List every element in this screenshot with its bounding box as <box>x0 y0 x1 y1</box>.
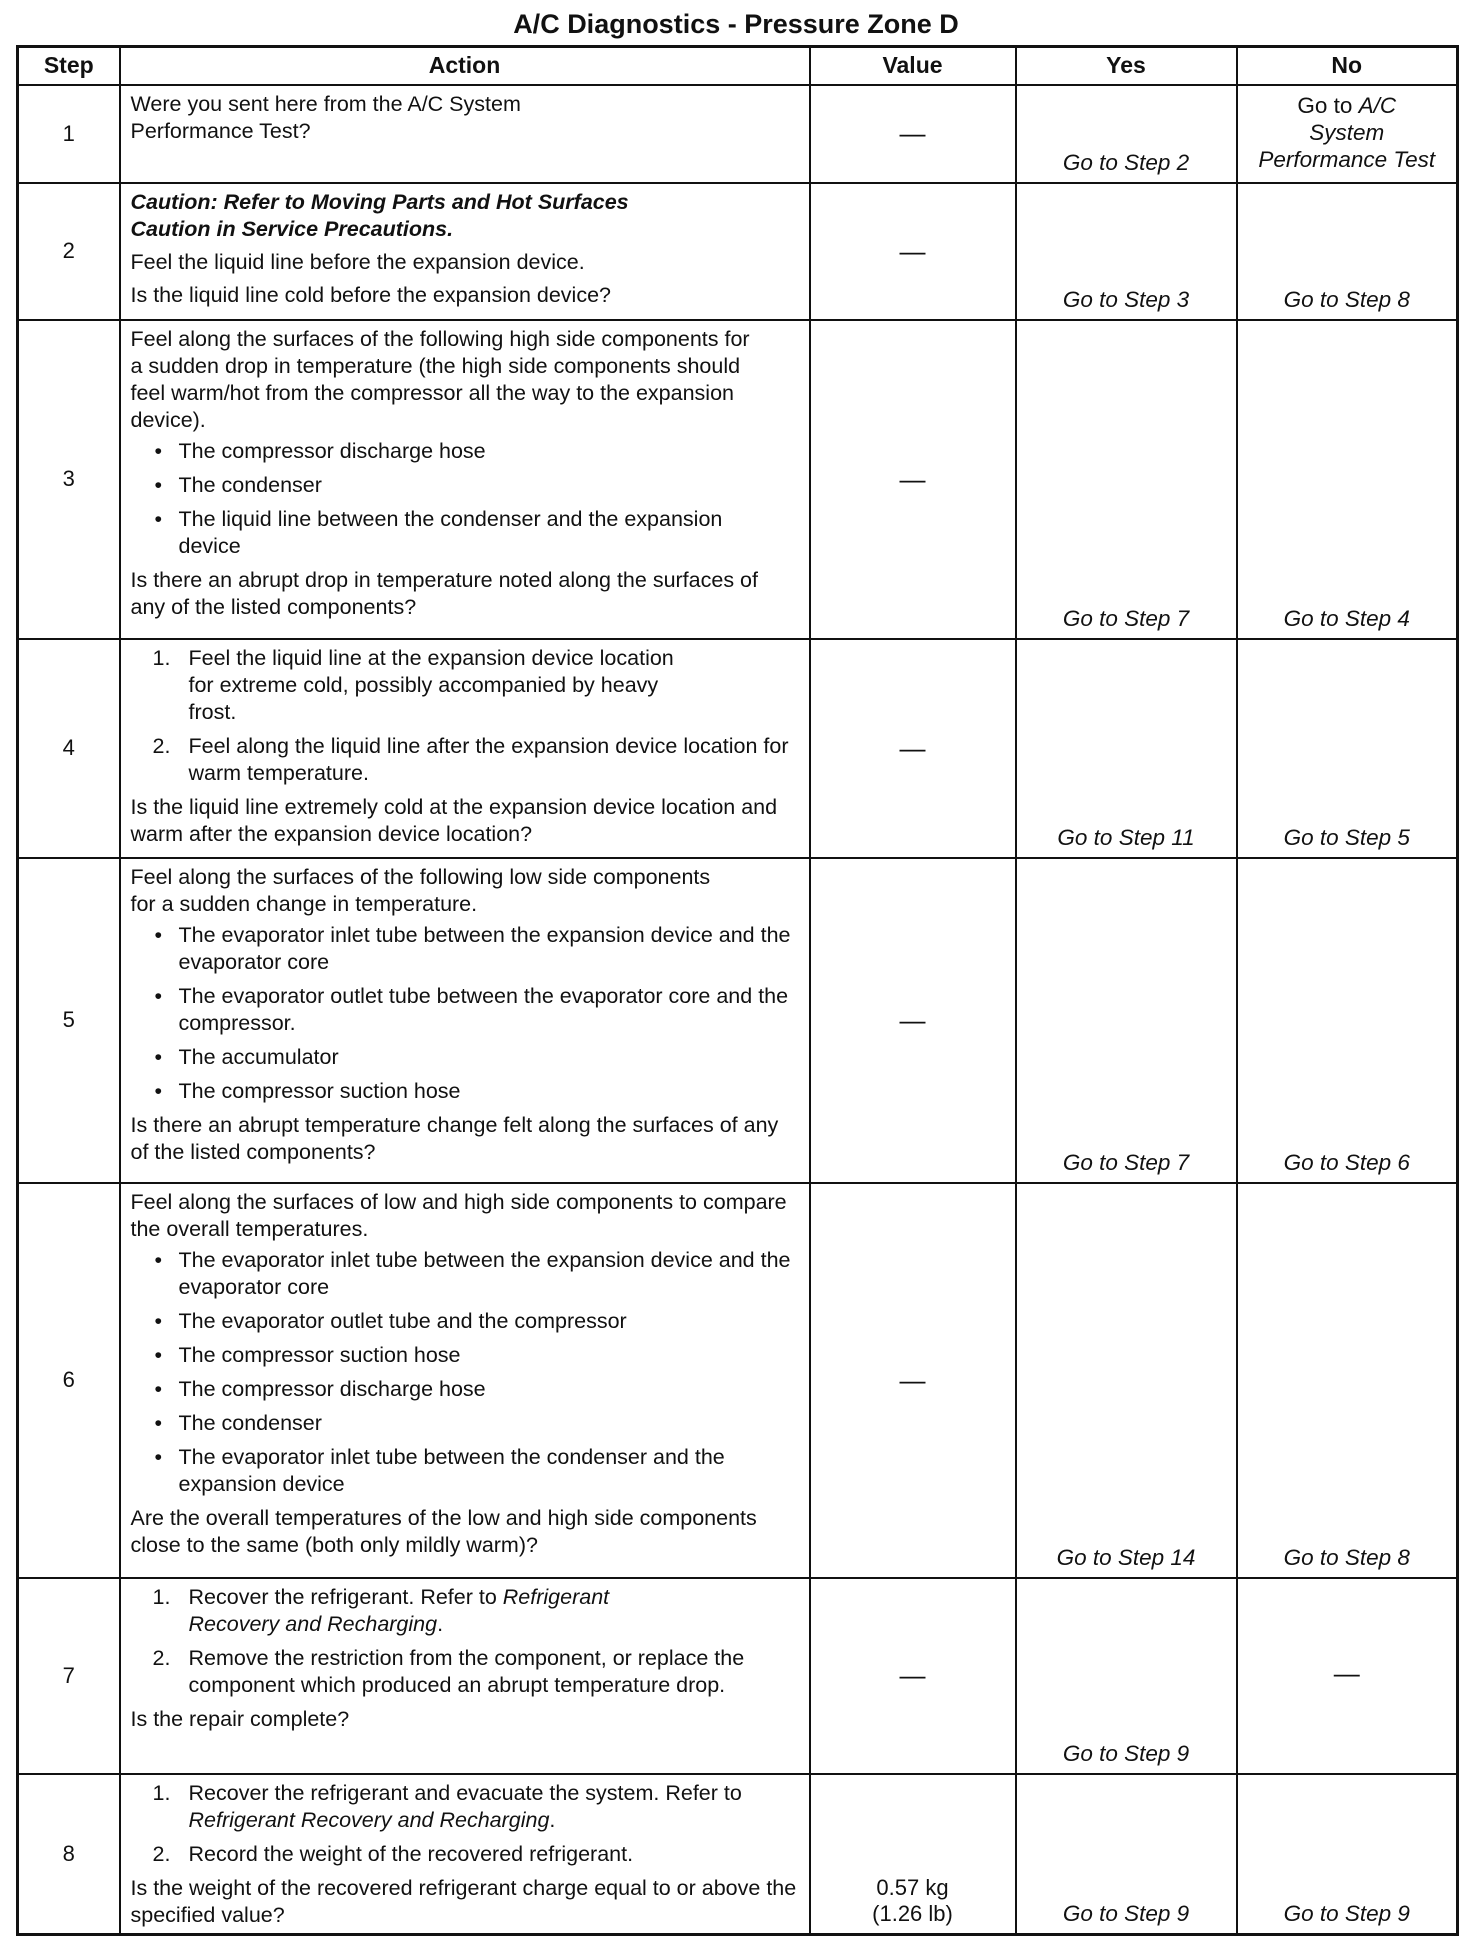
yes-cell: Go to Step 9 <box>1016 1578 1237 1774</box>
list-item-text: Recover the refrigerant and evacuate the system. Refer to <box>188 1780 742 1805</box>
caution-text: Caution: Refer to Moving Parts and Hot Surfaces Caution in Service Precautions. <box>130 189 629 241</box>
action-text: Feel along the surfaces of the following high side components for a sudden drop in temperature (the high side components should feel warm/hot from the compressor all the way to the expansion device). <box>130 326 750 432</box>
list-item: • The evaporator inlet tube between the expansion device and the evaporator core <box>131 922 799 976</box>
value-cell <box>810 85 1016 183</box>
value-dash: — <box>899 732 926 763</box>
value-cell <box>810 1774 1016 1935</box>
yes-cell: Go to Step 11 <box>1016 639 1237 858</box>
question-text: Are the overall temperatures of the low and high side components close to the same (both only mildly warm)? <box>130 1505 757 1557</box>
table-row <box>18 858 1458 1183</box>
value-dash: — <box>899 463 926 494</box>
reference-link: Refrigerant Recovery and Recharging <box>188 1584 610 1636</box>
list-item: • The accumulator <box>131 1044 799 1071</box>
list-item-text: Record the weight of the recovered refrigerant. <box>188 1841 634 1866</box>
value-cell <box>810 639 1016 858</box>
question-text: Is the weight of the recovered refrigerant charge equal to or above the specified value? <box>130 1875 797 1927</box>
table-row <box>18 183 1458 320</box>
yes-cell: Go to Step 14 <box>1016 1183 1237 1578</box>
list-item: 1. Recover the refrigerant and evacuate the system. Refer to Refrigerant Recovery and Recharging. <box>152 1780 742 1832</box>
question-text: Is the liquid line cold before the expansion device? <box>130 282 611 307</box>
value-lb: (1.26 lb) <box>872 1900 953 1926</box>
list-item: • The evaporator outlet tube between the evaporator core and the compressor. <box>131 983 799 1037</box>
list-item: 1. Recover the refrigerant. Refer to Refrigerant Recovery and Recharging. <box>152 1584 610 1636</box>
header-yes: Yes <box>1016 47 1237 85</box>
page-title: A/C Diagnostics - Pressure Zone D <box>513 9 959 39</box>
list-item: • The evaporator inlet tube between the condenser and the expansion device <box>131 1444 799 1498</box>
header-value: Value <box>810 47 1016 85</box>
value-cell <box>810 183 1016 320</box>
value-dash: — <box>899 118 926 148</box>
numbered-list <box>131 645 799 787</box>
step-number: 4 <box>18 639 120 858</box>
table-row <box>18 1774 1458 1935</box>
step-number: 2 <box>18 183 120 320</box>
list-item: • The compressor discharge hose <box>131 438 799 465</box>
list-item-text: Feel along the liquid line after the expansion device location for warm temperature. <box>188 733 789 785</box>
no-cell: Go to Step 9 <box>1237 1774 1458 1935</box>
step-number: 3 <box>18 320 120 639</box>
no-cell: Go to Step 5 <box>1237 639 1458 858</box>
list-item: • The evaporator inlet tube between the expansion device and the evaporator core <box>131 1247 799 1301</box>
bullet-list <box>131 1247 799 1498</box>
action-text: Feel along the surfaces of the following low side components for a sudden change in temperature. <box>130 864 711 916</box>
table-row <box>18 1183 1458 1578</box>
step-number: 5 <box>18 858 120 1183</box>
no-cell <box>1237 85 1458 183</box>
no-text-line3: Performance Test <box>1258 146 1436 172</box>
no-cell: Go to Step 8 <box>1237 1183 1458 1578</box>
question-text: Is there an abrupt drop in temperature noted along the surfaces of any of the listed components? <box>130 567 758 619</box>
question-text: Were you sent here from the A/C System Performance Test? <box>130 91 521 143</box>
numbered-list <box>131 1584 799 1699</box>
bullet-list <box>131 922 799 1105</box>
no-text-link: A/C <box>1358 92 1397 118</box>
value-dash: — <box>899 1004 926 1035</box>
yes-cell: Go to Step 2 <box>1016 85 1237 183</box>
action-cell <box>120 1774 810 1935</box>
action-cell <box>120 858 810 1183</box>
list-item: • The condenser <box>131 1410 799 1437</box>
header-row <box>18 47 1458 85</box>
value-dash: — <box>899 235 926 266</box>
value-cell <box>810 320 1016 639</box>
action-text: Feel along the surfaces of low and high side components to compare the overall temperatures. <box>130 1189 787 1241</box>
value-cell <box>810 1578 1016 1774</box>
value-dash: — <box>899 1660 926 1690</box>
list-item-punct: . <box>549 1807 556 1832</box>
question-text: Is there an abrupt temperature change felt along the surfaces of any of the listed components? <box>130 1112 779 1164</box>
action-cell <box>120 320 810 639</box>
no-cell: — <box>1237 1578 1458 1774</box>
step-number: 7 <box>18 1578 120 1774</box>
list-item: 2. Remove the restriction from the component, or replace the component which produced an abrupt temperature drop. <box>152 1645 745 1697</box>
list-item: • The liquid line between the condenser and the expansion device <box>131 506 799 560</box>
list-item-text: Remove the restriction from the component, or replace the component which produced an abrupt temperature drop. <box>188 1645 745 1697</box>
list-item: 2. Record the weight of the recovered refrigerant. <box>152 1841 634 1866</box>
list-item: • The condenser <box>131 472 799 499</box>
no-cell: Go to Step 8 <box>1237 183 1458 320</box>
list-item: • The compressor suction hose <box>131 1078 799 1105</box>
yes-cell: Go to Step 3 <box>1016 183 1237 320</box>
step-number: 6 <box>18 1183 120 1578</box>
table-row <box>18 1578 1458 1774</box>
value-cell <box>810 1183 1016 1578</box>
no-cell: Go to Step 6 <box>1237 858 1458 1183</box>
list-item-punct: . <box>437 1611 444 1636</box>
value-cell <box>810 858 1016 1183</box>
value-kg: 0.57 kg <box>876 1874 949 1900</box>
header-no: No <box>1237 47 1458 85</box>
action-cell <box>120 1578 810 1774</box>
numbered-list <box>131 1780 799 1868</box>
reference-link: Refrigerant Recovery and Recharging <box>188 1807 550 1832</box>
action-cell <box>120 1183 810 1578</box>
action-text: Feel the liquid line before the expansion device. <box>130 249 585 274</box>
no-text-pre: Go to <box>1297 92 1359 118</box>
table-row <box>18 85 1458 183</box>
table-row <box>18 639 1458 858</box>
action-cell <box>120 639 810 858</box>
yes-cell: Go to Step 9 <box>1016 1774 1237 1935</box>
step-number: 8 <box>18 1774 120 1935</box>
question-text: Is the repair complete? <box>130 1706 350 1731</box>
header-action: Action <box>120 47 810 85</box>
step-number: 1 <box>18 85 120 183</box>
yes-cell: Go to Step 7 <box>1016 858 1237 1183</box>
action-cell <box>120 85 810 183</box>
no-text-line2: System <box>1309 119 1385 145</box>
value-dash: — <box>899 1364 926 1395</box>
bullet-list <box>131 438 799 560</box>
header-step: Step <box>18 47 120 85</box>
list-item: • The compressor suction hose <box>131 1342 799 1369</box>
list-item: 1. Feel the liquid line at the expansion device location for extreme cold, possibly accompanied by heavy frost. <box>152 645 674 724</box>
yes-cell: Go to Step 7 <box>1016 320 1237 639</box>
no-cell: Go to Step 4 <box>1237 320 1458 639</box>
list-item-text: Recover the refrigerant. Refer to <box>188 1584 503 1609</box>
list-item-text: Feel the liquid line at the expansion device location for extreme cold, possibly accompanied by heavy frost. <box>188 645 674 724</box>
question-text: Is the liquid line extremely cold at the expansion device location and warm after the expansion device location? <box>130 794 778 846</box>
list-item: 2. Feel along the liquid line after the expansion device location for warm temperature. <box>152 733 789 785</box>
diagnostics-table <box>16 45 1459 1936</box>
list-item: • The evaporator outlet tube and the compressor <box>131 1308 799 1335</box>
action-cell <box>120 183 810 320</box>
table-row <box>18 320 1458 639</box>
list-item: • The compressor discharge hose <box>131 1376 799 1403</box>
